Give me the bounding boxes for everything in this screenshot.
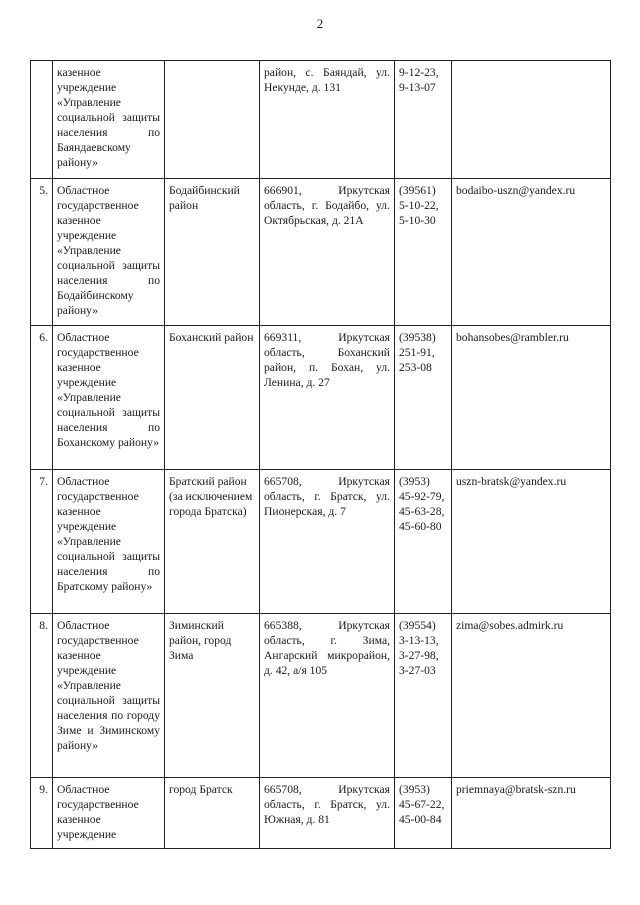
district [165, 61, 260, 179]
district: Бодайбинский район [165, 179, 260, 326]
institutions-table [30, 60, 611, 849]
institution-name: Областное государственное казенное учреждение «Управление социальной защиты населения по Братскому району» [53, 470, 165, 614]
phone: (39561) 5-10-22, 5-10-30 [395, 179, 452, 326]
phone: (39538) 251-91, 253-08 [395, 326, 452, 470]
institution-name: Областное государственное казенное учреждение «Управление социальной защиты населения по городу Зиме и Зиминскому району» [53, 614, 165, 778]
email: uszn-bratsk@yandex.ru [452, 470, 611, 614]
email: bohansobes@rambler.ru [452, 326, 611, 470]
district: город Братск [165, 778, 260, 849]
phone: (39554) 3-13-13, 3-27-98, 3-27-03 [395, 614, 452, 778]
table-row [31, 614, 611, 778]
institution-name: казенное учреждение «Управление социальной защиты населения по Баяндаевскому району» [53, 61, 165, 179]
email [452, 61, 611, 179]
row-number: 9. [31, 778, 53, 849]
row-number: 5. [31, 179, 53, 326]
email: zima@sobes.admirk.ru [452, 614, 611, 778]
address: район, с. Баяндай, ул. Некунде, д. 131 [260, 61, 395, 179]
institution-name: Областное государственное казенное учреждение «Управление социальной защиты населения по Боханскому району» [53, 326, 165, 470]
row-number: 6. [31, 326, 53, 470]
phone: (3953) 45-92-79, 45-63-28, 45-60-80 [395, 470, 452, 614]
district: Зиминский район, город Зима [165, 614, 260, 778]
page-number: 2 [316, 16, 324, 31]
address: 665708, Иркутская область, г. Братск, ул. Южная, д. 81 [260, 778, 395, 849]
district: Боханский район [165, 326, 260, 470]
phone: (3953) 45-67-22, 45-00-84 [395, 778, 452, 849]
email: priemnaya@bratsk-szn.ru [452, 778, 611, 849]
row-number: 7. [31, 470, 53, 614]
district: Братский район (за исключением города Братска) [165, 470, 260, 614]
row-number: 8. [31, 614, 53, 778]
address: 669311, Иркутская область, Боханский район, п. Бохан, ул. Ленина, д. 27 [260, 326, 395, 470]
table-row [31, 61, 611, 179]
institution-name: Областное государственное казенное учреждение «Управление социальной защиты населения по Бодайбинскому району» [53, 179, 165, 326]
row-number [31, 61, 53, 179]
address: 666901, Иркутская область, г. Бодайбо, ул. Октябрьская, д. 21А [260, 179, 395, 326]
email: bodaibo-uszn@yandex.ru [452, 179, 611, 326]
address: 665388, Иркутская область, г. Зима, Ангарский микрорайон, д. 42, а/я 105 [260, 614, 395, 778]
table-row [31, 179, 611, 326]
table-row [31, 326, 611, 470]
table-row [31, 778, 611, 849]
institution-name: Областное государственное казенное учреждение [53, 778, 165, 849]
phone: 9-12-23, 9-13-07 [395, 61, 452, 179]
table-row [31, 470, 611, 614]
address: 665708, Иркутская область, г. Братск, ул. Пионерская, д. 7 [260, 470, 395, 614]
